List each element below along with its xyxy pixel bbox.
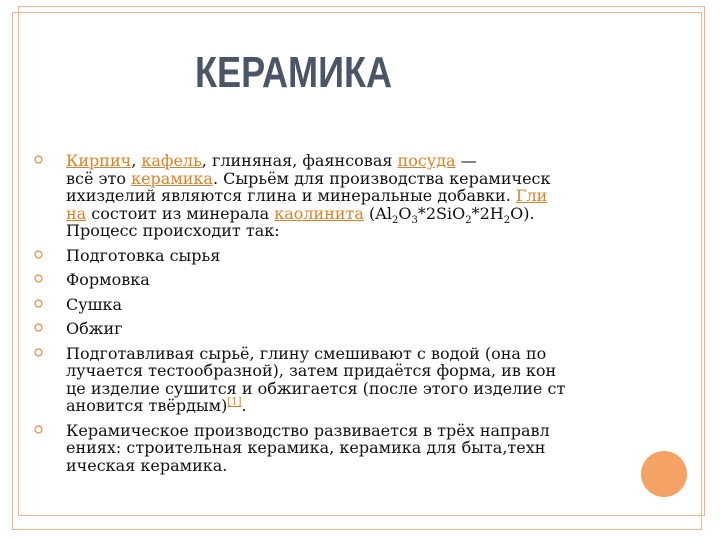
link-glina[interactable]: Гли [515,186,548,205]
list-item: Подготовка сырья [34,247,624,265]
bullet-icon [34,348,42,356]
link-posuda[interactable]: посуда [397,151,456,170]
list-item: Обжиг [34,320,624,338]
list-item: Формовка [34,271,624,289]
link-kirpich[interactable]: Кирпич [66,151,132,170]
link-keramika[interactable]: керамика [131,168,213,188]
list-item: Кирпич, кафель, глиняная, фаянсовая посуда — всё это керамика. Сырьём для производства керамическ ихизделий являются глина и минеральные добавки. Гли на состоит из минерала каолинита $(Al_2O_3*2SiO_2*2H_2O)$. Процесс происходит так: [34,152,624,240]
slide-title: КЕРАМИКА [195,48,393,97]
list-item: Подготавливая сырьё, глину смешивают с водой (она по лучается тестообразной), затем придаётся форма, ив кон це изделие сушится и обжигается (после этого изделие ст ановится твёрдым)[1]. [34,345,624,415]
bullet-icon [34,299,42,307]
bullet-icon [34,250,42,258]
bullet-icon [34,425,42,433]
formula: $(Al_2O_3*2SiO_2*2H_2O)$. [363,203,535,226]
bullet-icon [34,155,42,163]
link-kaolinit[interactable]: каолинита [274,203,364,223]
bullet-icon [34,323,42,331]
link-kafel[interactable]: кафель [141,151,202,170]
footnote-link[interactable]: [1] [227,396,242,408]
link-glina-cont[interactable]: на [66,203,87,223]
bullet-list [34,152,624,474]
bullet-icon [34,274,42,282]
list-item: Керамическое производство развивается в трёх направл ениях: строительная керамика, керамика для быта,техн ическая керамика. [34,422,624,475]
list-item: Сушка [34,296,624,314]
decorative-circle [641,451,687,497]
